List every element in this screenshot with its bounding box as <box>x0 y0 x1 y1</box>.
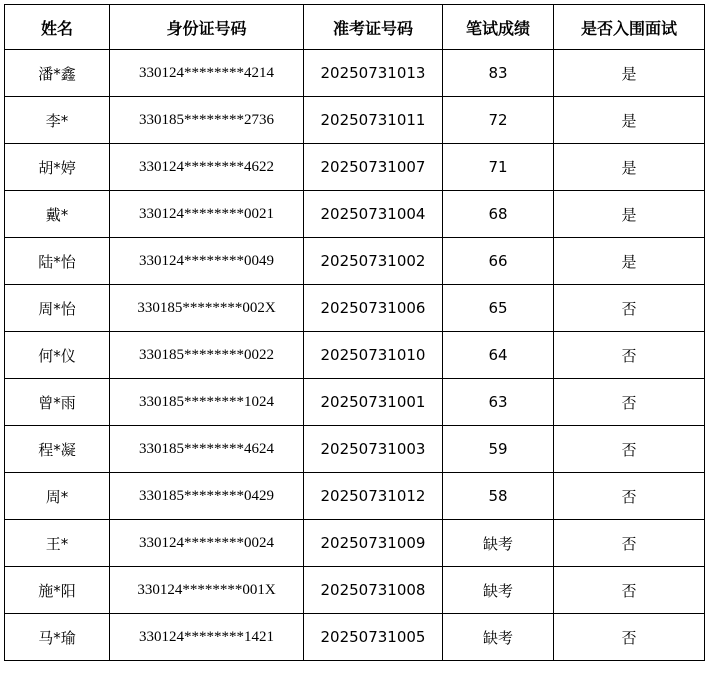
cell-exam-number: 20250731010 <box>304 332 443 379</box>
cell-score: 83 <box>443 50 554 97</box>
cell-id-number: 330185********4624 <box>110 426 304 473</box>
cell-shortlisted: 否 <box>554 520 705 567</box>
header-score: 笔试成绩 <box>443 5 554 50</box>
cell-id-number: 330124********4214 <box>110 50 304 97</box>
header-exam-number: 准考证号码 <box>304 5 443 50</box>
cell-id-number: 330185********0022 <box>110 332 304 379</box>
cell-name: 曾*雨 <box>5 379 110 426</box>
cell-id-number: 330185********1024 <box>110 379 304 426</box>
cell-shortlisted: 是 <box>554 50 705 97</box>
cell-shortlisted: 否 <box>554 567 705 614</box>
cell-score: 65 <box>443 285 554 332</box>
cell-name: 程*凝 <box>5 426 110 473</box>
table-row <box>5 332 705 379</box>
cell-score: 63 <box>443 379 554 426</box>
table-row <box>5 285 705 332</box>
header-id-number: 身份证号码 <box>110 5 304 50</box>
cell-id-number: 330124********0049 <box>110 238 304 285</box>
cell-exam-number: 20250731011 <box>304 97 443 144</box>
cell-exam-number: 20250731005 <box>304 614 443 661</box>
cell-shortlisted: 否 <box>554 379 705 426</box>
cell-id-number: 330124********0021 <box>110 191 304 238</box>
cell-name: 马*瑜 <box>5 614 110 661</box>
table-row <box>5 191 705 238</box>
cell-exam-number: 20250731004 <box>304 191 443 238</box>
table-row <box>5 614 705 661</box>
cell-shortlisted: 是 <box>554 191 705 238</box>
cell-name: 胡*婷 <box>5 144 110 191</box>
cell-id-number: 330185********002X <box>110 285 304 332</box>
cell-shortlisted: 是 <box>554 97 705 144</box>
cell-shortlisted: 否 <box>554 614 705 661</box>
cell-score: 缺考 <box>443 520 554 567</box>
cell-shortlisted: 否 <box>554 426 705 473</box>
cell-id-number: 330124********1421 <box>110 614 304 661</box>
cell-exam-number: 20250731008 <box>304 567 443 614</box>
cell-name: 施*阳 <box>5 567 110 614</box>
cell-name: 王* <box>5 520 110 567</box>
table-row <box>5 379 705 426</box>
cell-shortlisted: 否 <box>554 473 705 520</box>
table-header-row <box>5 5 705 50</box>
cell-score: 缺考 <box>443 614 554 661</box>
table-row <box>5 97 705 144</box>
cell-score: 71 <box>443 144 554 191</box>
cell-exam-number: 20250731001 <box>304 379 443 426</box>
cell-name: 陆*怡 <box>5 238 110 285</box>
cell-score: 68 <box>443 191 554 238</box>
cell-id-number: 330124********0024 <box>110 520 304 567</box>
table-row <box>5 50 705 97</box>
cell-score: 66 <box>443 238 554 285</box>
cell-id-number: 330124********001X <box>110 567 304 614</box>
header-shortlisted: 是否入围面试 <box>554 5 705 50</box>
cell-score: 64 <box>443 332 554 379</box>
cell-score: 59 <box>443 426 554 473</box>
cell-score: 58 <box>443 473 554 520</box>
cell-name: 周*怡 <box>5 285 110 332</box>
cell-exam-number: 20250731003 <box>304 426 443 473</box>
cell-exam-number: 20250731007 <box>304 144 443 191</box>
table-row <box>5 238 705 285</box>
table-row <box>5 426 705 473</box>
cell-shortlisted: 是 <box>554 144 705 191</box>
cell-exam-number: 20250731006 <box>304 285 443 332</box>
results-table <box>4 4 705 661</box>
cell-shortlisted: 是 <box>554 238 705 285</box>
table-row <box>5 520 705 567</box>
cell-exam-number: 20250731002 <box>304 238 443 285</box>
table-row <box>5 144 705 191</box>
table-row <box>5 473 705 520</box>
cell-name: 戴* <box>5 191 110 238</box>
cell-score: 缺考 <box>443 567 554 614</box>
cell-name: 潘*鑫 <box>5 50 110 97</box>
header-name: 姓名 <box>5 5 110 50</box>
cell-shortlisted: 否 <box>554 285 705 332</box>
cell-name: 李* <box>5 97 110 144</box>
cell-exam-number: 20250731013 <box>304 50 443 97</box>
cell-name: 周* <box>5 473 110 520</box>
cell-id-number: 330185********2736 <box>110 97 304 144</box>
cell-id-number: 330124********4622 <box>110 144 304 191</box>
cell-exam-number: 20250731012 <box>304 473 443 520</box>
cell-name: 何*仪 <box>5 332 110 379</box>
cell-id-number: 330185********0429 <box>110 473 304 520</box>
cell-score: 72 <box>443 97 554 144</box>
table-row <box>5 567 705 614</box>
cell-exam-number: 20250731009 <box>304 520 443 567</box>
cell-shortlisted: 否 <box>554 332 705 379</box>
